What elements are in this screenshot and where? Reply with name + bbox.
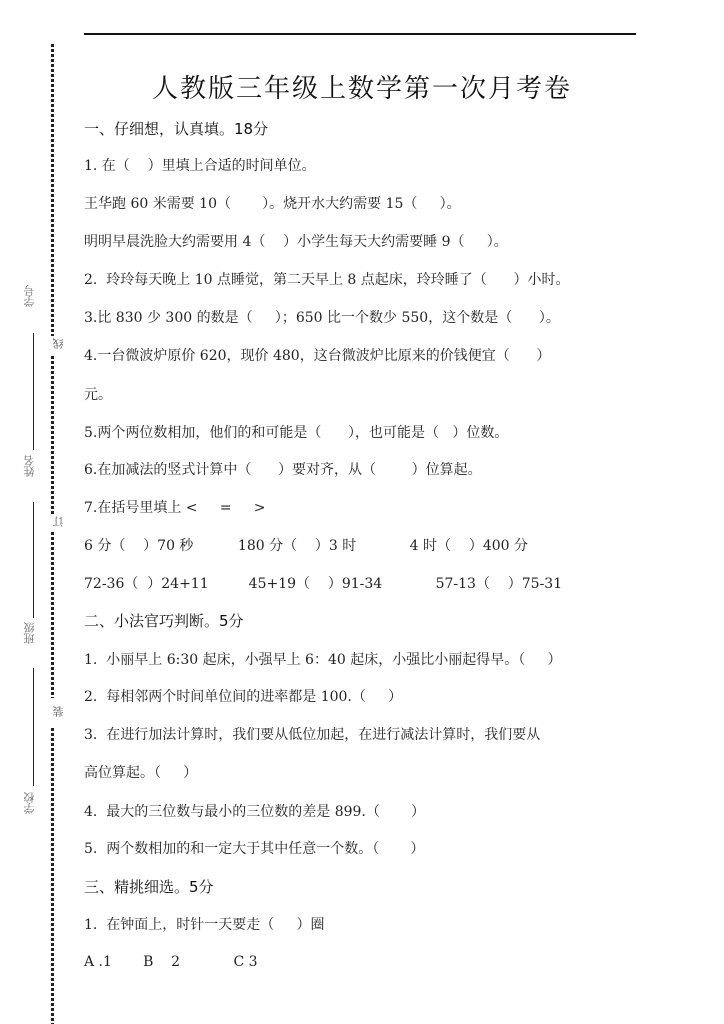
q3-1: 1. 在钟面上，时针一天要走（ ）圈 — [84, 917, 325, 933]
binding-dashed-line-mid — [51, 356, 54, 516]
q1-1b: 明明早晨洗脸大约需要用 4（ ）小学生每天大约需要睡 9（ ）。 — [84, 234, 508, 250]
binding-char-bind: 装 — [52, 706, 65, 717]
q2-5: 5. 两个数相加的和一定大于其中任意一个数。（ ） — [84, 841, 425, 857]
q1-7: 7.在括号里填上 < = > — [84, 500, 266, 516]
q1-4-cont: 元。 — [84, 387, 112, 403]
q3-1-options: A .1 B 2 C 3 — [84, 954, 258, 970]
name-blank-line[interactable] — [33, 333, 34, 450]
student-id-label: 学号 — [23, 285, 36, 307]
q1-7a: 6 分（ ）70 秒 180 分（ ）3 时 4 时（ ）400 分 — [84, 538, 528, 554]
q1-2: 2. 玲玲每天晚上 10 点睡觉，第二天早上 8 点起床，玲玲睡了（ ）小时。 — [84, 272, 570, 288]
q1-7b: 72-36（ ）24+11 45+19（ ）91-34 57-13（ ）75-31 — [84, 576, 563, 592]
q1-1a: 王华跑 60 米需要 10（ ）。烧开水大约需要 15（ ）。 — [84, 196, 461, 212]
top-rule — [84, 33, 636, 35]
class-blank-line[interactable] — [33, 502, 34, 618]
q2-1: 1. 小丽早上 6:30 起床，小强早上 6：40 起床，小强比小丽起得早。（ ） — [84, 652, 562, 668]
binding-char-staple: 订 — [52, 516, 65, 527]
q1-1: 1. 在（ ）里填上合适的时间单位。 — [84, 158, 316, 174]
school-blank-line[interactable] — [33, 668, 34, 786]
q2-2: 2. 每相邻两个时间单位间的进率都是 100.（ ） — [84, 689, 403, 705]
binding-dashed-line-lower — [51, 532, 54, 698]
q1-6: 6.在加减法的竖式计算中（ ）要对齐，从（ ）位算起。 — [84, 462, 482, 478]
name-label: 姓名 — [23, 455, 36, 477]
class-label: 班级 — [23, 622, 36, 644]
binding-dashed-line-bottom — [51, 728, 54, 1024]
section-1-heading: 一、仔细想，认真填。18分 — [84, 120, 269, 138]
section-3-heading: 三、精挑细选。5分 — [84, 878, 214, 896]
q2-3-cont: 高位算起。（ ） — [84, 765, 198, 781]
school-label: 学校 — [23, 792, 36, 814]
section-2-heading: 二、小法官巧判断。5分 — [84, 612, 244, 630]
q1-5: 5.两个两位数相加，他们的和可能是（ ），也可能是（ ）位数。 — [84, 425, 509, 441]
q2-3: 3. 在进行加法计算时，我们要从低位加起，在进行减法计算时，我们要从 — [84, 727, 541, 743]
q1-4: 4.一台微波炉原价 620，现价 480，这台微波炉比原来的价钱便宜（ ） — [84, 348, 551, 364]
binding-char-line: 线 — [52, 338, 65, 349]
q2-4: 4. 最大的三位数与最小的三位数的差是 899.（ ） — [84, 804, 426, 820]
q1-3: 3.比 830 少 300 的数是（ ）；650 比一个数少 550，这个数是（ ）。 — [84, 310, 560, 326]
exam-title: 人教版三年级上数学第一次月考卷 — [151, 74, 572, 104]
